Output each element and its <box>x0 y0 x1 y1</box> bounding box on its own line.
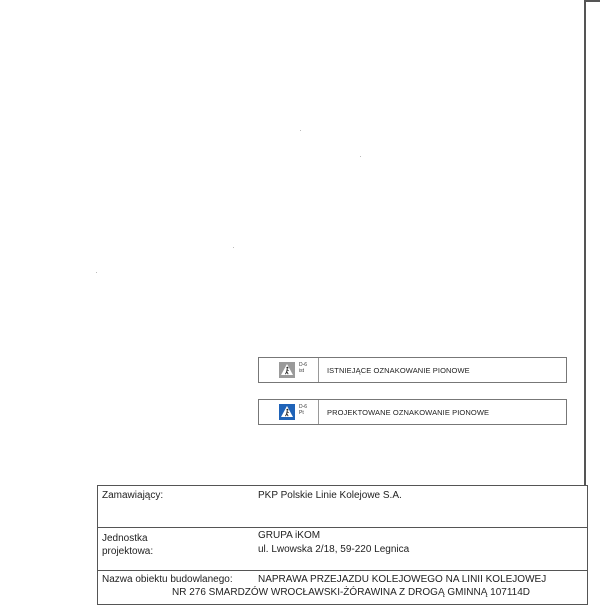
title-block-divider <box>98 527 587 528</box>
object-label: Nazwa obiektu budowlanego: <box>102 574 233 585</box>
designer-label-line1: Jednostka <box>102 533 148 544</box>
pedestrian-crossing-sign-icon <box>279 404 295 420</box>
pedestrian-crossing-sign-icon <box>279 362 295 378</box>
designer-name: GRUPA iKOM <box>258 530 321 541</box>
sign-code-line1: D-6 <box>299 404 308 410</box>
scan-speck <box>233 247 234 248</box>
sign-code-line2: ist <box>299 368 304 374</box>
sign-code-line1: D-6 <box>299 362 308 368</box>
designer-address: ul. Lwowska 2/18, 59-220 Legnica <box>258 544 410 555</box>
object-name-line2: NR 276 SMARDZÓW WROCŁAWSKI-ŻÓRAWINA Z DROGĄ GMINNĄ 107114D <box>172 587 531 598</box>
legend-row-designed <box>258 399 567 425</box>
client-value: PKP Polskie Linie Kolejowe S.A. <box>258 490 402 501</box>
object-name-line1: NAPRAWA PRZEJAZDU KOLEJOWEGO NA LINII KOLEJOWEJ <box>258 574 547 585</box>
sign-code <box>299 404 307 416</box>
title-block <box>97 485 588 605</box>
legend-row-existing <box>258 357 567 383</box>
designer-label-line2: projektowa: <box>102 546 154 557</box>
legend-symbol-cell <box>259 358 319 382</box>
sign-code-line2: Pt <box>299 410 304 416</box>
legend-label: PROJEKTOWANE OZNAKOWANIE PIONOWE <box>327 408 490 417</box>
scan-speck <box>96 272 97 273</box>
sign-code <box>299 362 307 374</box>
scan-speck <box>300 130 301 131</box>
client-label: Zamawiający: <box>102 490 164 501</box>
legend-symbol-cell <box>259 400 319 424</box>
scan-speck <box>360 156 361 157</box>
legend-label: ISTNIEJĄCE OZNAKOWANIE PIONOWE <box>327 366 470 375</box>
page-frame-corner <box>584 0 600 6</box>
title-block-divider <box>98 570 587 571</box>
